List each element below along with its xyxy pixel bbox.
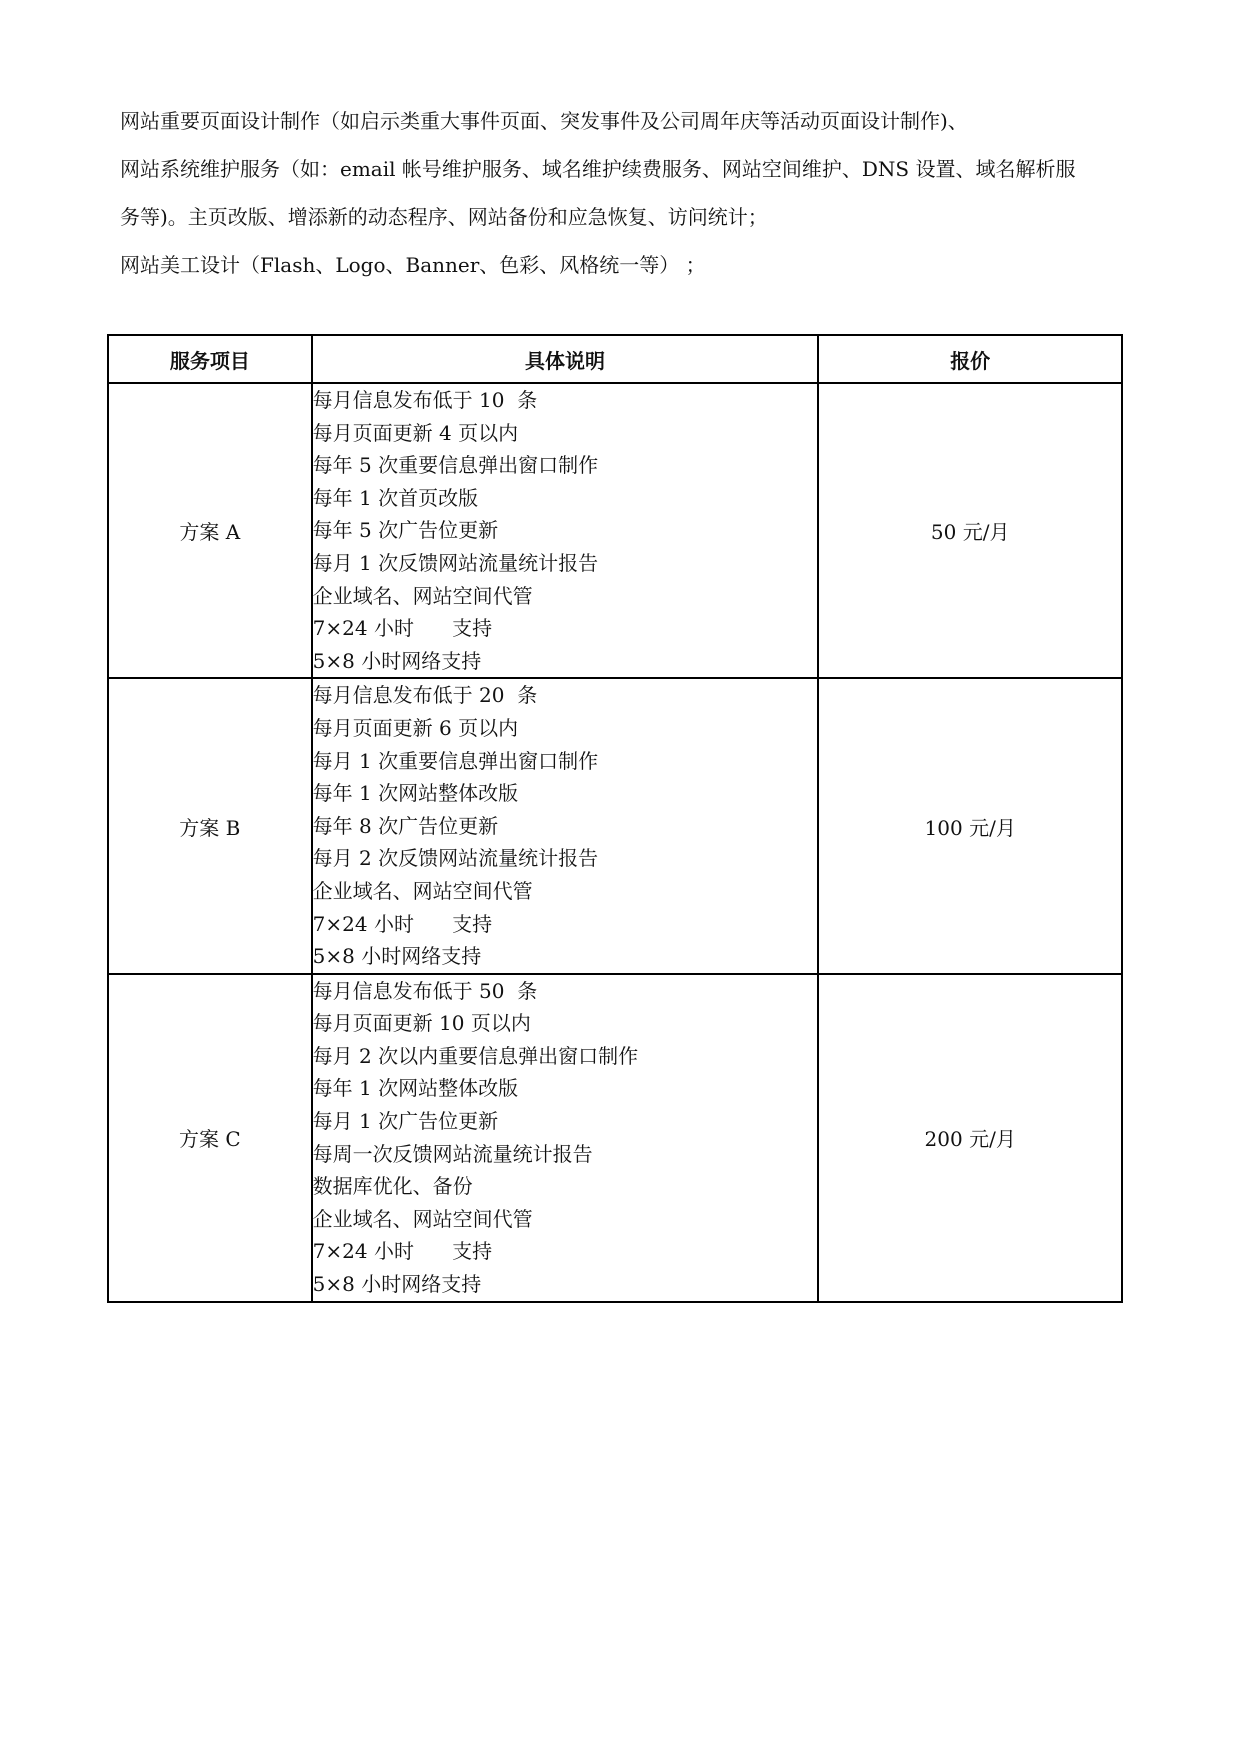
intro-paragraphs [120,97,1130,289]
plan-detail-item: 每年 1 次网站整体改版 [312,781,519,806]
plan-b-price: 100 元/月 [818,678,1122,973]
plan-detail-item: 每月 1 次重要信息弹出窗口制作 [312,748,599,773]
plan-detail-item: 每月 1 次反馈网站流量统计报告 [312,550,599,575]
plan-detail-item: 7×24 小时 支持 [312,911,493,936]
plan-detail-item: 5×8 小时网络支持 [312,648,482,673]
intro-line: 网站重要页面设计制作（如启示类重大事件页面、突发事件及公司周年庆等活动页面设计制作)、 [120,109,968,133]
intro-line: 网站系统维护服务（如：email 帐号维护服务、域名维护续费服务、网站空间维护、DNS 设置、域名解析服 [120,157,1076,181]
pricing-table [107,334,1123,1303]
plan-detail-item: 每月页面更新 4 页以内 [312,420,519,445]
plan-detail-item: 企业域名、网站空间代管 [312,878,533,903]
plan-detail-item: 每年 1 次首页改版 [312,485,479,510]
header-service-item: 服务项目 [108,335,312,383]
plan-detail-item: 5×8 小时网络支持 [312,1272,482,1297]
table-row-plan-b [108,678,1122,973]
plan-detail-item: 每月信息发布低于 20 条 [312,683,538,708]
plan-a-details [312,383,819,678]
intro-line: 网站美工设计（Flash、Logo、Banner、色彩、风格统一等） ； [120,253,706,277]
plan-detail-item: 每年 8 次广告位更新 [312,813,499,838]
plan-a-price: 50 元/月 [818,383,1122,678]
plan-detail-item: 每周一次反馈网站流量统计报告 [312,1141,593,1166]
plan-detail-item: 7×24 小时 支持 [312,616,493,641]
plan-detail-item: 7×24 小时 支持 [312,1239,493,1264]
plan-detail-item: 每月页面更新 6 页以内 [312,715,519,740]
plan-a-name: 方案 A [108,383,312,678]
plan-detail-item: 每年 1 次网站整体改版 [312,1076,519,1101]
intro-line: 务等)。主页改版、增添新的动态程序、网站备份和应急恢复、访问统计； [120,205,768,229]
header-price: 报价 [818,335,1122,383]
plan-detail-item: 数据库优化、备份 [312,1174,473,1199]
plan-detail-item: 每月页面更新 10 页以内 [312,1011,531,1036]
table-header-row [108,335,1122,383]
table-row-plan-c [108,974,1122,1302]
plan-b-details [312,678,819,973]
plan-detail-item: 企业域名、网站空间代管 [312,1206,533,1231]
plan-detail-item: 每年 5 次重要信息弹出窗口制作 [312,453,599,478]
plan-c-price: 200 元/月 [818,974,1122,1302]
plan-b-name: 方案 B [108,678,312,973]
plan-c-name: 方案 C [108,974,312,1302]
plan-detail-item: 每月信息发布低于 10 条 [312,388,538,412]
plan-detail-item: 每月 1 次广告位更新 [312,1109,499,1134]
plan-detail-item: 每月 2 次反馈网站流量统计报告 [312,846,599,871]
plan-detail-item: 每年 5 次广告位更新 [312,518,499,543]
table-row-plan-a [108,383,1122,678]
header-details: 具体说明 [312,335,819,383]
plan-detail-item: 每月 2 次以内重要信息弹出窗口制作 [312,1043,639,1068]
plan-detail-item: 5×8 小时网络支持 [312,944,482,969]
plan-c-details [312,974,819,1302]
plan-detail-item: 企业域名、网站空间代管 [312,583,533,608]
plan-detail-item: 每月信息发布低于 50 条 [312,978,538,1003]
